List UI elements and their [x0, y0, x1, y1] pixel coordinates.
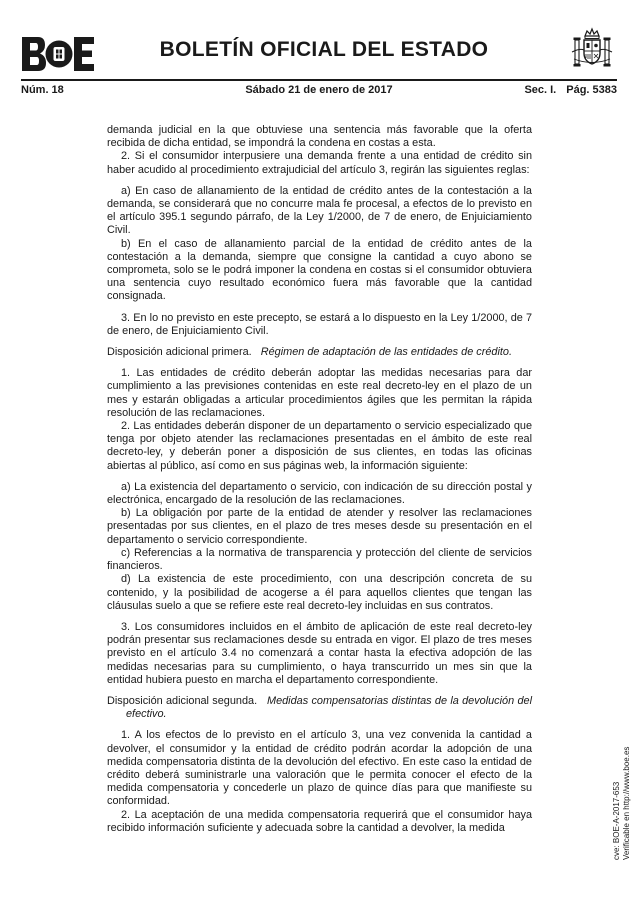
- paragraph: a) En caso de allanamiento de la entidad de crédito antes de la contestación a la demanda, se considerará que no concurre mala fe procesal, a efectos de lo previsto en el artículo 395.1 segundo párrafo, de la Ley 1/2000, de 7 de enero, de Enjuiciamiento Civil.: [107, 184, 532, 237]
- paragraph: 2. Si el consumidor interpusiere una demanda frente a una entidad de crédito sin haber acudido al procedimiento extrajudicial del artículo 3, regirán las siguientes reglas:: [107, 150, 532, 176]
- page-number: Pág. 5383: [566, 84, 617, 96]
- paragraph: 2. Las entidades deberán disponer de un departamento o servicio especializado que tenga por objeto atender las reclamaciones presentadas en el ámbito de este real decreto-ley, y deberán poner a disposición de sus clientes, en todas las oficinas abiertas al público, así como en sus páginas web, la información siguiente:: [107, 420, 532, 472]
- section-heading: [107, 695, 532, 721]
- document-body: [107, 124, 532, 835]
- cve-code: cve: BOE-A-2017-653: [612, 781, 621, 860]
- section-heading: [107, 346, 532, 359]
- paragraph: 1. A los efectos de lo previsto en el artículo 3, una vez convenida la cantidad a devolver, el consumidor y la entidad de crédito podrán acordar la adopción de una medida compensatoria distinta de la devolución del efectivo. En este caso la entidad de crédito deberá suministrarle una valoración que le permita conocer el efecto de la medida compensatoria y concederle un plazo de quince días para que manifieste su conformidad.: [107, 729, 532, 808]
- page-title: BOLETÍN OFICIAL DEL ESTADO: [159, 38, 489, 61]
- paragraph: b) La obligación por parte de la entidad de atender y resolver las reclamaciones presentadas por sus clientes, en el plazo de tres meses desde su presentación en el departamento o servicio correspondiente.: [107, 507, 532, 546]
- issue-date: Sábado 21 de enero de 2017: [245, 84, 393, 96]
- paragraph: b) En el caso de allanamiento parcial de la entidad de crédito antes de la contestación a la demanda, siempre que consigne la cantidad a cuyo abono se comprometa, solo se le podrá imponer la condena en costas si el consumidor obtuviera una sentencia cuyo resultado económico fuera más favorable que la cantidad consignada.: [107, 237, 532, 303]
- coat-of-arms-icon: [568, 26, 616, 74]
- paragraph: 3. Los consumidores incluidos en el ámbito de aplicación de este real decreto-ley podrán presentar sus reclamaciones desde su entrada en vigor. El plazo de tres meses previsto en el artículo 3.4 no comenzará a contar hasta la efectiva adopción de las medidas necesarias para su cumplimiento, o haya transcurrido un mes sin que la entidad hubiera puesto en marcha el departamento correspondiente.: [107, 620, 532, 686]
- paragraph: 3. En lo no previsto en este precepto, se estará a lo dispuesto en la Ley 1/2000, de 7 de enero, de Enjuiciamiento Civil.: [107, 311, 532, 337]
- paragraph: demanda judicial en la que obtuviese una sentencia más favorable que la oferta recibida de dicha entidad, se impondrá la condena en costas a esta.: [107, 124, 532, 150]
- verification-url: Verificable en http://www.boe.es: [622, 746, 631, 860]
- section-heading-title: Régimen de adaptación de las entidades de crédito.: [260, 346, 513, 359]
- section-page-info: [524, 84, 617, 96]
- header-divider: [21, 79, 617, 81]
- paragraph: c) Referencias a la normativa de transparencia y protección del cliente de servicios financieros.: [107, 546, 532, 573]
- section-heading-label: Disposición adicional primera.: [107, 346, 252, 359]
- section-heading-title: Medidas compensatorias distintas de la devolución del efectivo.: [126, 694, 532, 721]
- paragraph: 2. La aceptación de una medida compensatoria requerirá que el consumidor haya recibido información suficiente y adecuada sobre la cantidad a devolver, la medida: [107, 808, 532, 834]
- paragraph: a) La existencia del departamento o servicio, con indicación de su dirección postal y electrónica, encargado de la resolución de las reclamaciones.: [107, 480, 532, 507]
- section-heading-label: Disposición adicional segunda.: [107, 694, 258, 707]
- paragraph: d) La existencia de este procedimiento, con una descripción concreta de su contenido, y la posibilidad de acogerse a él para aquellos clientes que tengan las cláusulas suelo a que se refiere este real decreto-ley incluidas en sus contratos.: [107, 573, 532, 612]
- section-label: Sec. I.: [524, 84, 557, 96]
- paragraph: 1. Las entidades de crédito deberán adoptar las medidas necesarias para dar cumplimiento a las previsiones contenidas en este real decreto-ley en el plazo de un mes y estarán obligadas a articular procedimientos ágiles que les permitan la rápida resolución de las reclamaciones.: [107, 367, 532, 419]
- issue-number: Núm. 18: [21, 84, 64, 96]
